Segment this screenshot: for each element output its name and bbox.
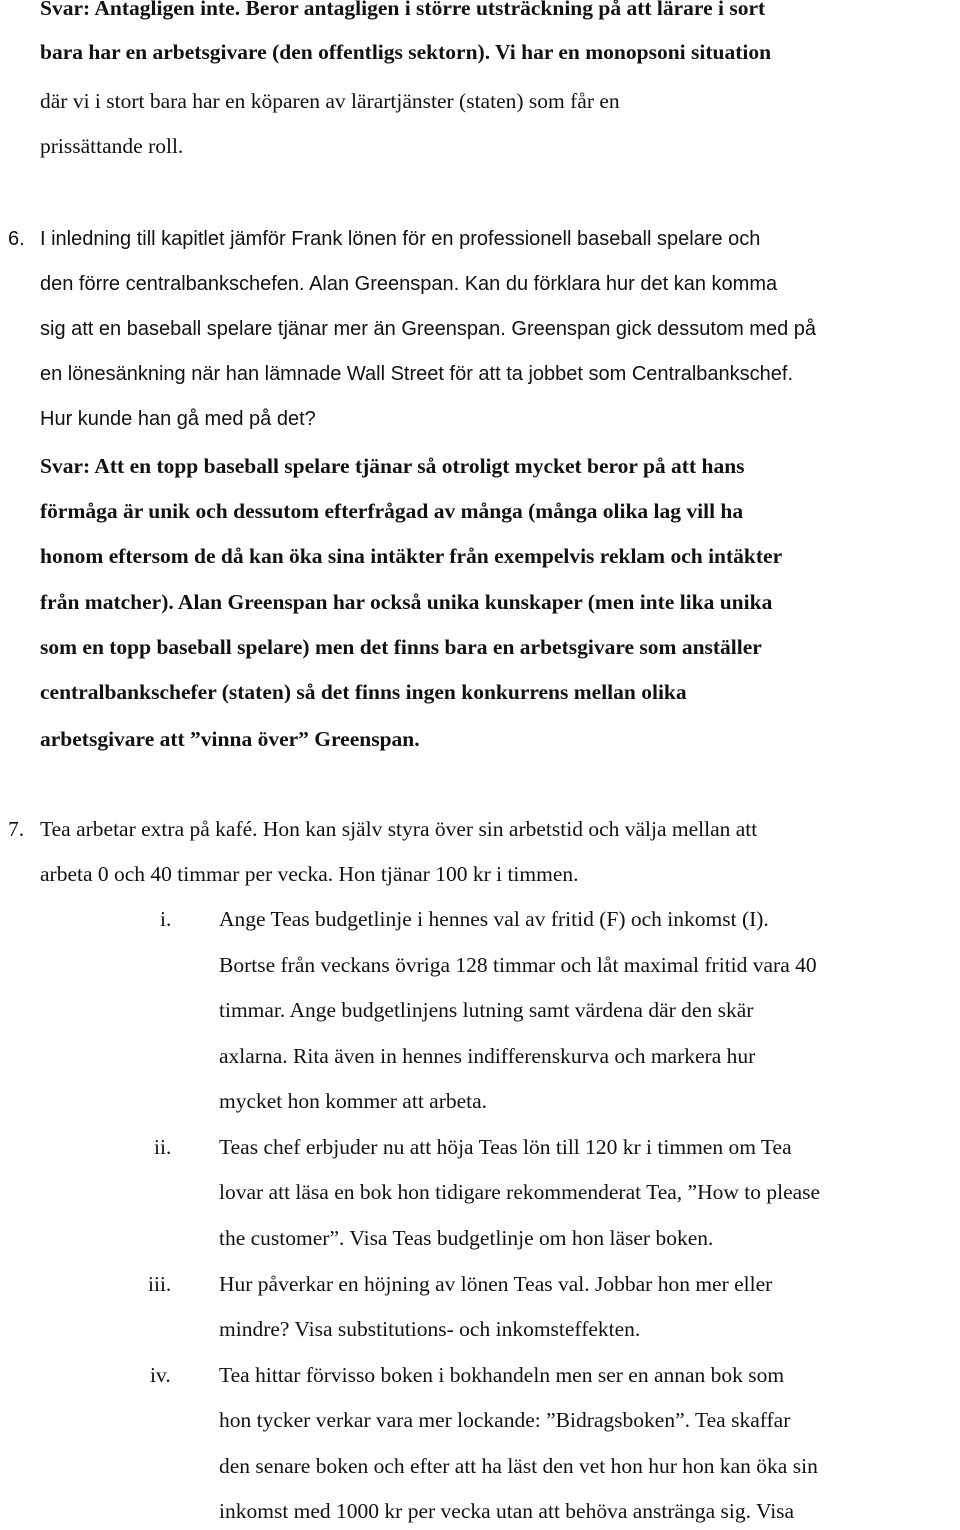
question-number: 7. xyxy=(8,817,25,841)
subitem-label: iv. xyxy=(150,1363,171,1387)
answer-5-line: prissättande roll. xyxy=(40,134,184,158)
answer-6-line: centralbankschefer (staten) så det finns ingen konkurrens mellan olika xyxy=(40,680,687,704)
subitem-label: ii. xyxy=(154,1135,172,1159)
subitem-label: iii. xyxy=(148,1272,172,1296)
subitem-line: Bortse från veckans övriga 128 timmar och låt maximal fritid vara 40 xyxy=(219,953,817,977)
subitem-line: Teas chef erbjuder nu att höja Teas lön till 120 kr i timmen om Tea xyxy=(219,1135,792,1159)
answer-5-line: där vi i stort bara har en köparen av lärartjänster (staten) som får en xyxy=(40,89,620,113)
subitem-line: mycket hon kommer att arbeta. xyxy=(219,1089,488,1113)
answer-5-line: Svar: Antagligen inte. Beror antagligen i större utsträckning på att lärare i sort xyxy=(40,0,766,20)
answer-6-line: Svar: Att en topp baseball spelare tjänar så otroligt mycket beror på att hans xyxy=(40,454,745,478)
subitem-line: mindre? Visa substitutions- och inkomsteffekten. xyxy=(219,1317,641,1341)
subitem-line: hon tycker verkar vara mer lockande: ”Bidragsboken”. Tea skaffar xyxy=(219,1408,791,1432)
subitem-line: the customer”. Visa Teas budgetlinje om hon läser boken. xyxy=(219,1226,714,1250)
subitem-line: inkomst med 1000 kr per vecka utan att behöva anstränga sig. Visa xyxy=(219,1499,795,1523)
subitem-line: Hur påverkar en höjning av lönen Teas val. Jobbar hon mer eller xyxy=(219,1272,773,1296)
question-6-line: en lönesänkning när han lämnade Wall Street för att ta jobbet som Centralbankschef. xyxy=(40,363,794,385)
question-6-line: den förre centralbankschefen. Alan Greenspan. Kan du förklara hur det kan komma xyxy=(40,273,778,295)
subitem-line: den senare boken och efter att ha läst den vet hon hur hon kan öka sin xyxy=(219,1454,818,1478)
subitem-line: Tea hittar förvisso boken i bokhandeln men ser en annan bok som xyxy=(219,1363,785,1387)
answer-6-line: som en topp baseball spelare) men det finns bara en arbetsgivare som anställer xyxy=(40,635,762,659)
subitem-line: Ange Teas budgetlinje i hennes val av fritid (F) och inkomst (I). xyxy=(219,907,769,931)
question-number: 6. xyxy=(8,228,25,250)
subitem-line: timmar. Ange budgetlinjens lutning samt värdena där den skär xyxy=(219,998,754,1022)
question-6-line: I inledning till kapitlet jämför Frank lönen för en professionell baseball spelare och xyxy=(40,228,761,250)
answer-6-line: arbetsgivare att ”vinna över” Greenspan. xyxy=(40,727,420,751)
subitem-line: lovar att läsa en bok hon tidigare rekommenderat Tea, ”How to please xyxy=(219,1180,821,1204)
question-7-line: arbeta 0 och 40 timmar per vecka. Hon tjänar 100 kr i timmen. xyxy=(40,862,579,886)
question-6-line: sig att en baseball spelare tjänar mer än Greenspan. Greenspan gick dessutom med på xyxy=(40,318,816,340)
subitem-line: axlarna. Rita även in hennes indifferenskurva och markera hur xyxy=(219,1044,756,1068)
answer-6-line: förmåga är unik och dessutom efterfrågad av många (många olika lag vill ha xyxy=(40,499,744,523)
answer-6-line: från matcher). Alan Greenspan har också unika kunskaper (men inte lika unika xyxy=(40,590,773,614)
answer-6-line: honom eftersom de då kan öka sina intäkter från exempelvis reklam och intäkter xyxy=(40,544,783,568)
subitem-label: i. xyxy=(160,907,172,931)
answer-5-line: bara har en arbetsgivare (den offentligs sektorn). Vi har en monopsoni situation xyxy=(40,40,772,64)
question-6-line: Hur kunde han gå med på det? xyxy=(40,408,316,430)
question-7-line: Tea arbetar extra på kafé. Hon kan själv styra över sin arbetstid och välja mellan att xyxy=(40,817,758,841)
